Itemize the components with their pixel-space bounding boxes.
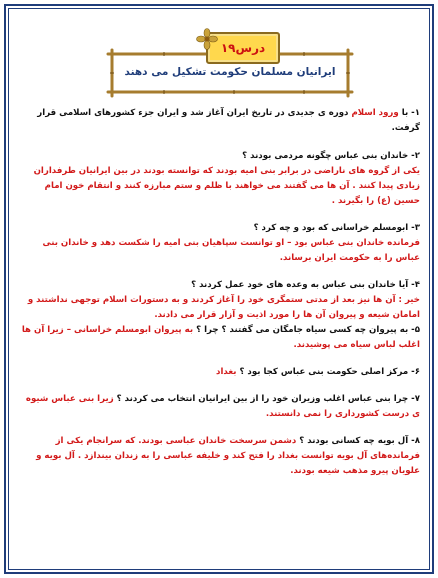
question-3: ۳- ابومسلم خراسانی که بود و چه کرد ؟ bbox=[253, 223, 420, 233]
question-5: ۵- به پیروان چه کسی سیاه جامگان می گفتند ؟ چرا ؟ bbox=[196, 325, 420, 335]
item-1: ۱- با ورود اسلام دوره ی جدیدی در تاریخ ایران آغاز شد و ایران جزء کشورهای اسلامی قرار گرفت. bbox=[37, 108, 420, 133]
item-5 bbox=[20, 323, 420, 353]
question-8: ۸- آل بویه چه کسانی بودند ؟ bbox=[299, 436, 420, 446]
answer-6: بغداد bbox=[216, 367, 237, 377]
question-6: ۶- مرکز اصلی حکومت بنی عباس کجا بود ؟ bbox=[239, 367, 420, 377]
answer-3: فرمانده خاندان بنی عباس بود – او توانست سپاهیان بنی امیه را شکست دهد و خاندان بنی عباس را به حکومت ایران برساند. bbox=[42, 238, 420, 263]
answer-7: زیرا بنی عباس شیوه ی درست کشورداری را نمی دانستند. bbox=[25, 394, 420, 419]
answer-2: یکی از گروه های ناراضی در برابر بنی امیه بودند که توانسته بودند در بین ایرانیان طرفداران زیادی پیدا کنند . آن ها می گفتند می خواهند با ظلم و ستم مبارزه کنند و انتقام خون امام حسین (ع) را بگیرند . bbox=[33, 166, 420, 206]
answer-4: خیر : آن ها نیز بعد از مدتی ستمگری خود را آغاز کردند و به دستورات اسلام توجهی نداشتند و امامان شیعه و پیروان آن ها را مورد اذیت و آزار قرار می دادند. bbox=[27, 295, 420, 320]
lesson-content bbox=[20, 106, 420, 479]
question-7: ۷- چرا بنی عباس اغلب وزیران خود را از بین ایرانیان انتخاب می کردند ؟ bbox=[116, 394, 420, 404]
page-title: ایرانیان مسلمان حکومت تشکیل می دهند bbox=[124, 66, 336, 78]
item-6 bbox=[20, 365, 420, 380]
answer-8: دشمن سرسخت خاندان عباسی بودند. که سرانجام یکی از فرمانده‌های آل بویه توانست بغداد را فتح کند و خلیفه عباسی را به زندان بیندازد . آل بویه و علویان پیرو مذهب شیعه بودند. bbox=[36, 436, 420, 476]
answer-5: به پیروان ابومسلم خراسانی – زیرا آن ها اغلب لباس سیاه می پوشیدند. bbox=[21, 325, 420, 350]
flower-icon bbox=[196, 28, 218, 50]
question-4: ۴- آیا خاندان بنی عباس به وعده های خود عمل کردند ؟ bbox=[191, 280, 420, 290]
item-8 bbox=[20, 434, 420, 479]
question-2: ۲- خاندان بنی عباس چگونه مردمی بودند ؟ bbox=[242, 151, 420, 161]
lesson-number: درس۱۹ bbox=[220, 41, 266, 55]
item-7 bbox=[20, 392, 420, 422]
